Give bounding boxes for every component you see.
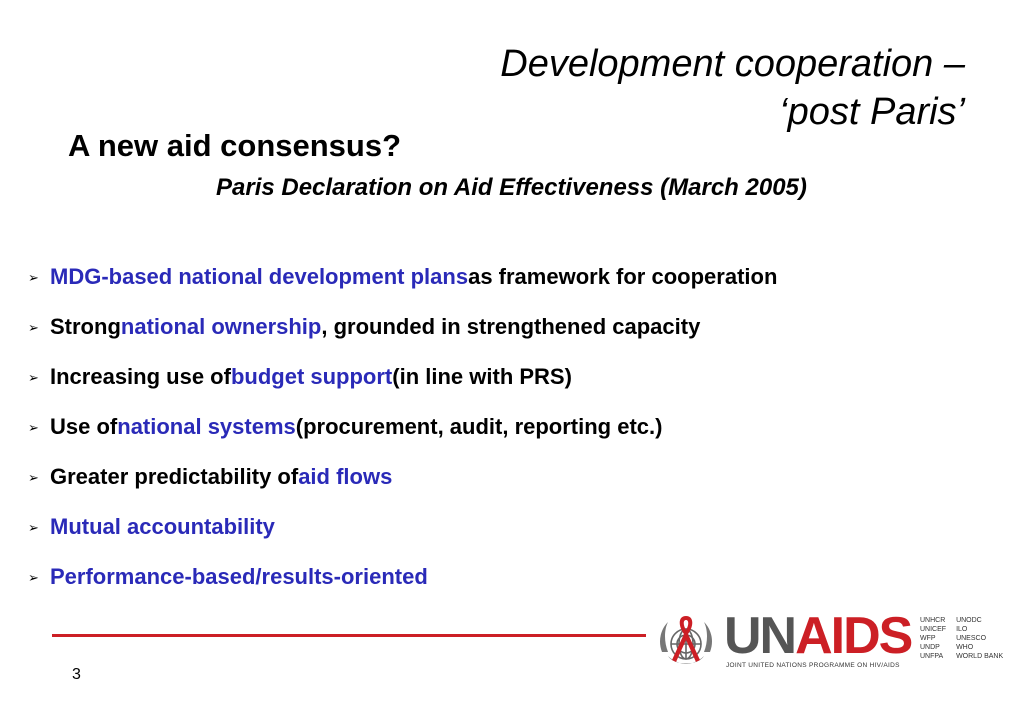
bullet-highlight: Performance-based/results-oriented [50,564,428,589]
slide-subtitle: A new aid consensus? [68,128,402,163]
bullet-text: Strong [50,314,121,339]
cosponsor-name: UNFPA [920,653,944,660]
bullet-highlight: budget support [230,364,393,389]
slide-title-line2: ‘post Paris’ [779,91,965,133]
bullet-highlight: national ownership [120,314,322,339]
bullet-text: (in line with PRS) [392,364,572,389]
bullet-item [28,502,777,552]
bullet-text: Greater predictability of [50,464,299,489]
bullet-item [28,552,777,602]
bullet-highlight: MDG-based national development plans [50,264,469,289]
cosponsor-list [920,616,1003,661]
cosponsor-name: UNICEF [920,626,947,633]
arrow-bullet-icon: ➢ [28,370,39,385]
cosponsor-name: WORLD BANK [956,653,1004,660]
slide-title-line1: Development cooperation – [500,43,965,85]
cosponsor-column [920,616,946,661]
cosponsor-name: UNODC [956,617,982,624]
cosponsor-name: WFP [920,635,936,642]
bullet-text: as framework for cooperation [468,264,778,289]
page-number: 3 [72,666,81,683]
arrow-bullet-icon: ➢ [28,570,39,585]
bullet-item [28,402,777,452]
cosponsor-name: WHO [956,644,974,651]
arrow-bullet-icon: ➢ [28,520,39,535]
declaration-heading: Paris Declaration on Aid Effectiveness (March 2005) [216,174,807,201]
arrow-bullet-icon: ➢ [28,470,39,485]
footer-divider [52,634,646,637]
cosponsor-column [956,616,1003,661]
bullet-text: Increasing use of [50,364,231,389]
wordmark-un: UN [724,607,796,665]
unaids-wordmark [724,608,911,664]
cosponsor-name: UNDP [920,644,940,651]
bullet-text: , grounded in strengthened capacity [321,314,701,339]
cosponsor-name: ILO [956,626,968,633]
bullet-text: (procurement, audit, reporting etc.) [295,414,663,439]
un-emblem-ribbon-icon [654,612,718,672]
bullet-highlight: Mutual accountability [50,514,275,539]
bullet-item [28,452,777,502]
bullet-item [28,352,777,402]
bullet-text: Use of [50,414,118,439]
slide-title [500,40,965,136]
arrow-bullet-icon: ➢ [28,270,39,285]
bullet-item [28,252,777,302]
bullet-highlight: aid flows [298,464,393,489]
arrow-bullet-icon: ➢ [28,320,39,335]
bullet-item [28,302,777,352]
arrow-bullet-icon: ➢ [28,420,39,435]
logo-tagline: JOINT UNITED NATIONS PROGRAMME ON HIV/AIDS [726,662,900,669]
cosponsor-name: UNHCR [920,617,946,624]
unaids-logo [654,606,1014,676]
bullet-highlight: national systems [117,414,296,439]
cosponsor-name: UNESCO [956,635,987,642]
wordmark-aids: AIDS [795,607,912,665]
bullet-list [28,252,777,602]
